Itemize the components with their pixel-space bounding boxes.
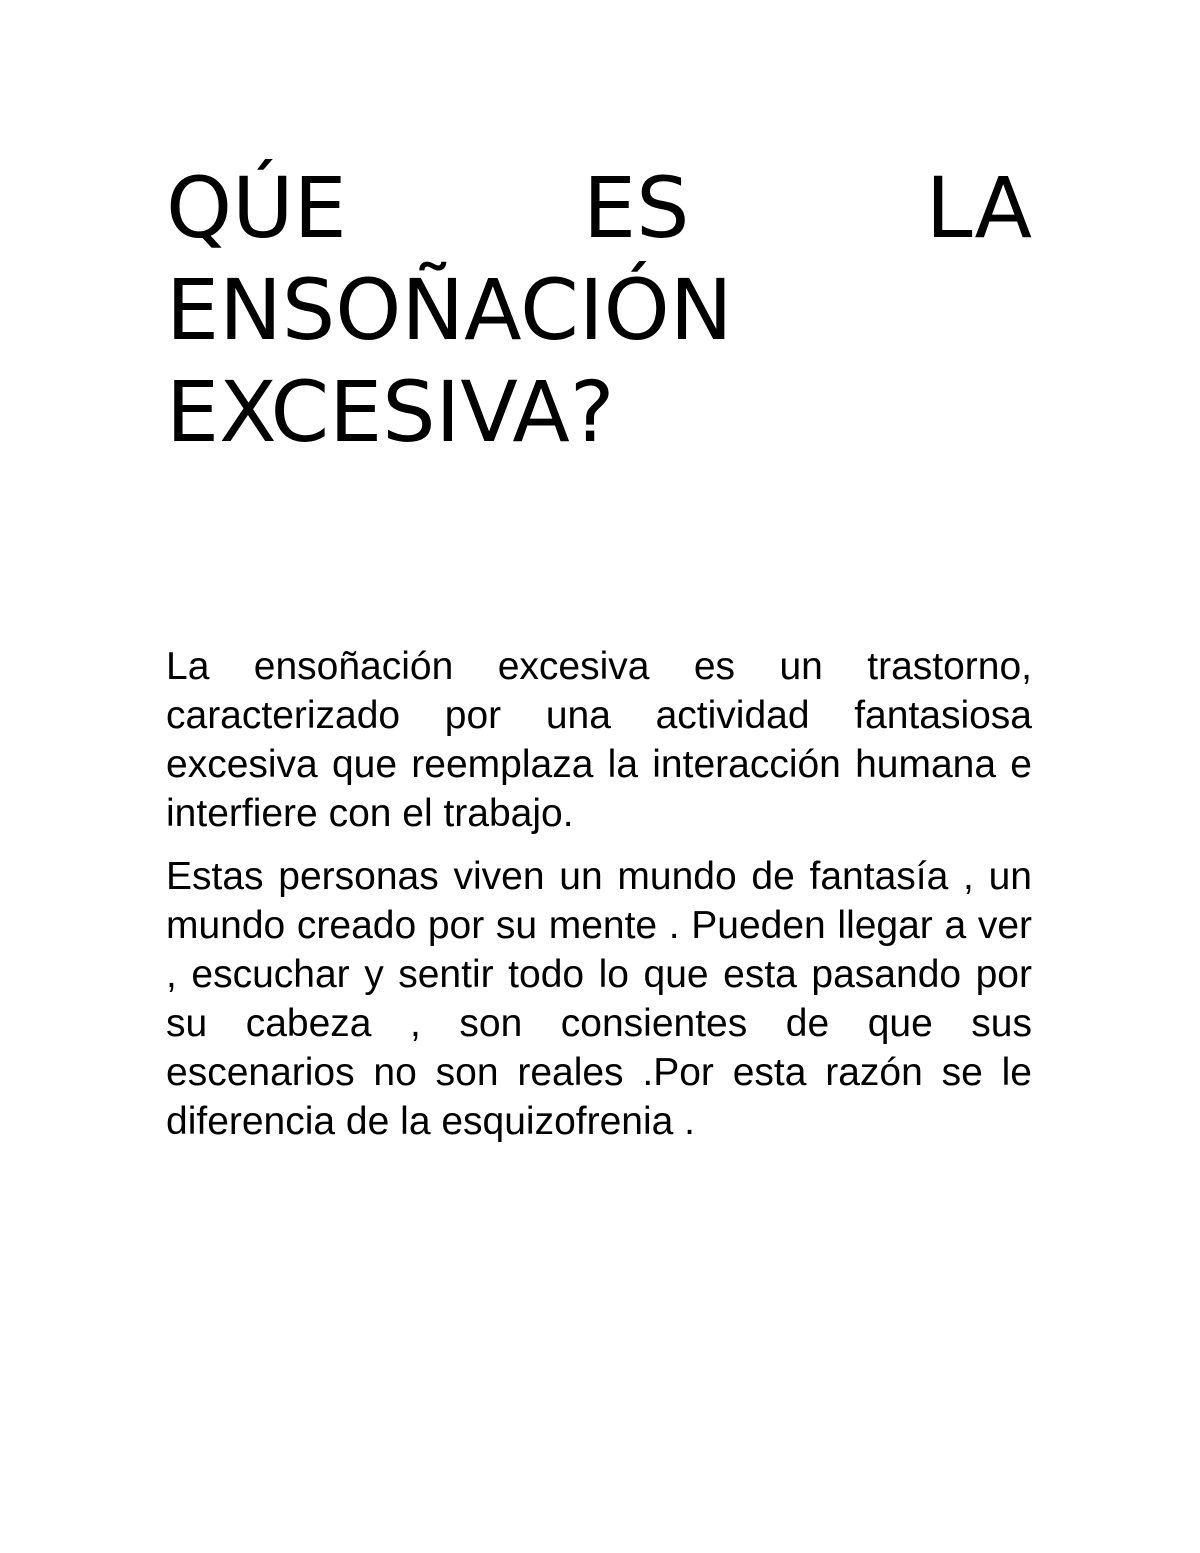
body-text xyxy=(166,642,1032,1160)
title-word-1: QÚE xyxy=(166,159,347,257)
paragraph-2: Estas personas viven un mundo de fantasía , un mundo creado por su mente . Pueden llegar a ver , escuchar y sentir todo lo que esta pasando por su cabeza , son consientes de que sus escenarios no son reales .Por esta razón se le diferencia de la esquizofrenia . xyxy=(166,855,1032,1143)
title-line-3: EXCESIVA? xyxy=(166,363,615,461)
page-title xyxy=(166,157,1032,463)
title-word-3: LA xyxy=(925,159,1032,257)
title-line-2: ENSOÑACIÓN xyxy=(166,261,733,359)
title-line-1 xyxy=(166,157,1032,259)
title-word-2: ES xyxy=(583,159,690,257)
paragraph-1: La ensoñación excesiva es un trastorno, caracterizado por una actividad fantasiosa excesiva que reemplaza la interacción humana e interfiere con el trabajo. xyxy=(166,645,1032,835)
